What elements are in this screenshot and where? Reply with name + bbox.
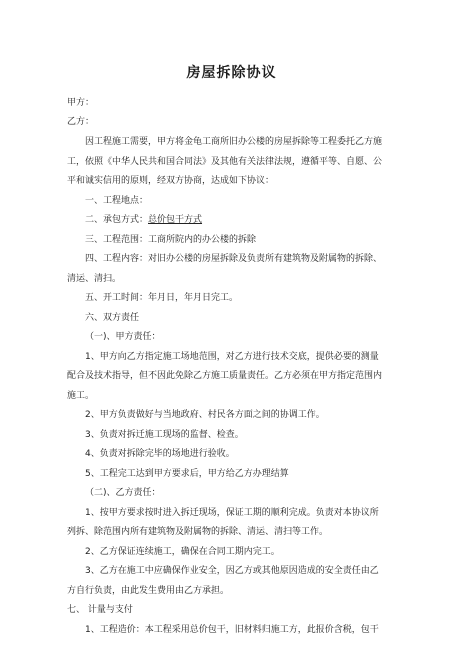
document-line: 清运、清扫。 (67, 274, 122, 284)
document-line: 4、负责对拆除完毕的场地进行验收。 (85, 449, 235, 459)
document-line: 施工。 (67, 391, 95, 401)
document-title: 房屋拆除协议 (186, 65, 277, 81)
document-line: 列拆、除范围内所有建筑物及附属物的拆除、清运、清扫等工作。 (67, 527, 329, 537)
document-line: 2、乙方保证连续施工，确保在合同工期内完工。 (85, 547, 280, 557)
document-line: 3、乙方在施工中应确保作业安全，因乙方或其他原因造成的安全责任由乙 (85, 566, 379, 576)
document-line: 3、负责对拆迁施工现场的监督、检查。 (85, 430, 244, 440)
document-line: 1、甲方向乙方指定施工场地范围，对乙方进行技术交底，提供必要的测量 (85, 352, 379, 362)
document-line: 二、承包方式：总价包干方式 (85, 215, 203, 225)
document-line: 六、双方责任 (85, 313, 140, 323)
document-line: （一)、甲方责任： (85, 332, 161, 342)
document-line: 乙方： (67, 117, 95, 127)
document-line: 1、按甲方要求按时进入拆迁现场，保证工期的顺利完成。负责对本协议所 (85, 508, 379, 518)
document-line: 2、甲方负责做好与当地政府、村民各方面之间的协调工作。 (85, 410, 325, 420)
document-line: （二)、乙方责任： (85, 488, 161, 498)
document-line: 一、工程地点： (85, 196, 149, 206)
document-line: 工，依照《中华人民共和国合同法》及其他有关法律法规，遵循平等、自愿、公 (67, 157, 383, 167)
underlined-text: 总价包干方式 (148, 215, 203, 225)
document-line: 甲方： (67, 98, 95, 108)
document-line: 1、工程造价：本工程采用总价包干，旧材料归施工方，此报价含税，包干 (85, 625, 379, 635)
document-line: 因工程施工需要，甲方将金龟工商所旧办公楼的房屋拆除等工程委托乙方施 (85, 137, 383, 147)
document-line: 五、开工时间：年月日，年月日完工。 (85, 293, 239, 303)
document-line: 配合及技术指导，但不因此免除乙方施工质量责任。乙方必须在甲方指定范围内 (67, 371, 383, 381)
document-line: 平和诚实信用的原则，经双方协商，达成如下协议： (67, 176, 275, 186)
document-line: 三、工程范围：工商所院内的办公楼的拆除 (85, 235, 257, 245)
document-line: 5、工程完工达到甲方要求后，甲方给乙方办理结算 (85, 469, 289, 479)
document-line: 四、工程内容：对旧办公楼的房屋拆除及负责所有建筑物及附属物的拆除、 (85, 254, 383, 264)
document-line: 方自行负责，由此发生费用由乙方承担。 (67, 586, 230, 596)
document-line: 七、 计量与支付 (67, 605, 133, 615)
